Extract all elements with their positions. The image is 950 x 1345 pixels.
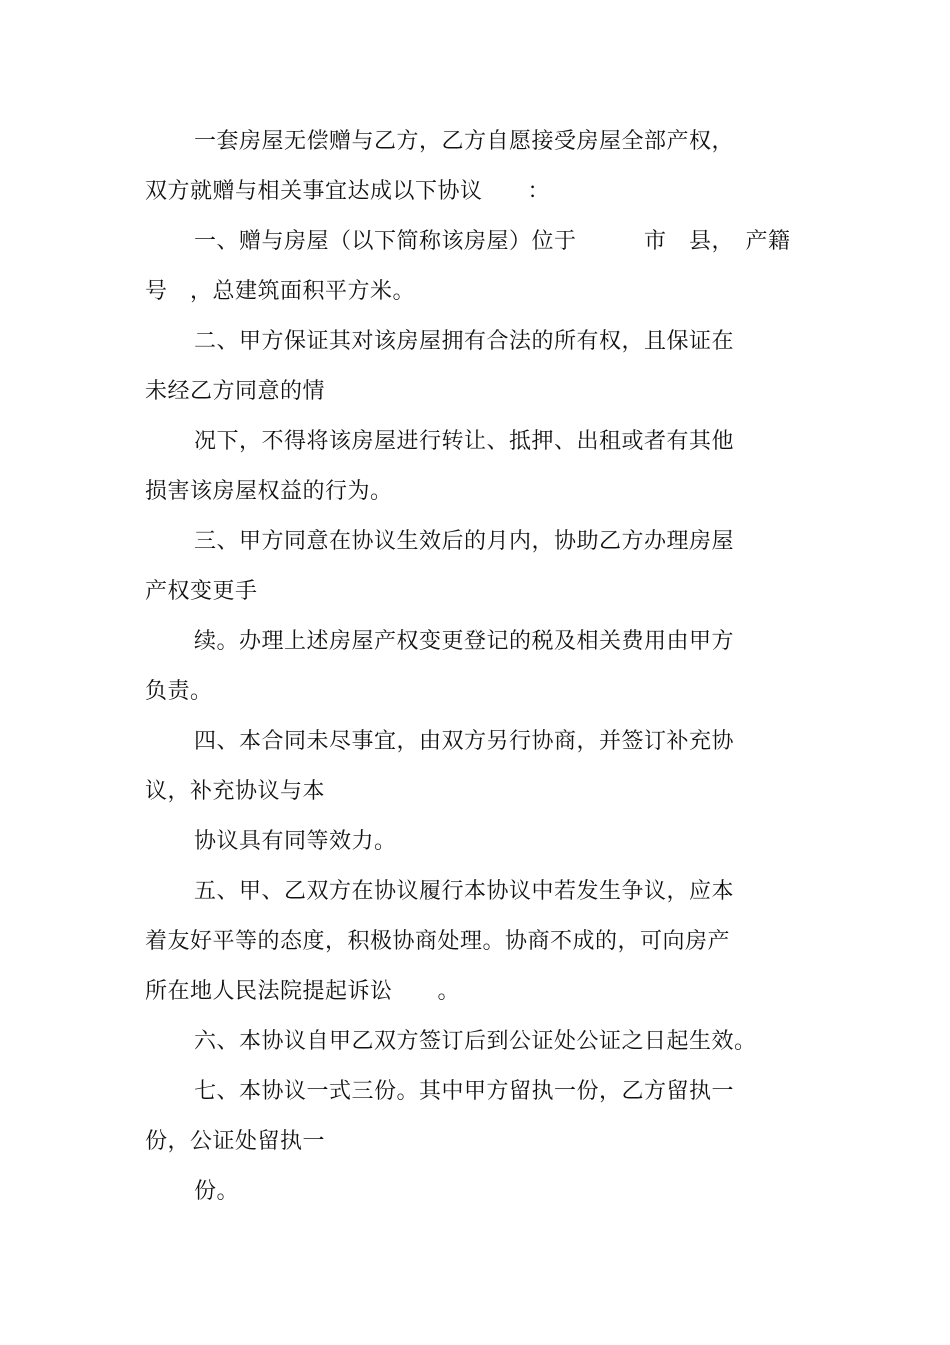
paragraph-line: 六、本协议自甲乙双方签订后到公证处公证之日起生效。 [194, 1029, 757, 1054]
paragraph-line: 一、赠与房屋（以下简称该房屋）位于 市 县， 产籍 [194, 229, 791, 254]
paragraph-line: 所在地人民法院提起诉讼 。 [145, 979, 461, 1004]
paragraph-line: 四、本合同未尽事宜，由双方另行协商，并签订补充协 [194, 729, 735, 754]
paragraph-line: 一套房屋无偿赠与乙方，乙方自愿接受房屋全部产权， [194, 129, 735, 154]
paragraph-line: 产权变更手 [145, 579, 258, 604]
paragraph-line: 双方就赠与相关事宜达成以下协议 ： [145, 179, 551, 204]
paragraph-line: 五、甲、乙双方在协议履行本协议中若发生争议，应本 [194, 879, 735, 904]
paragraph-line: 着友好平等的态度，积极协商处理。协商不成的，可向房产 [145, 929, 731, 954]
paragraph-line: 协议具有同等效力。 [194, 829, 397, 854]
paragraph-line: 况下，不得将该房屋进行转让、抵押、出租或者有其他 [194, 429, 735, 454]
paragraph-line: 份。 [194, 1179, 240, 1204]
paragraph-line: 负责。 [145, 679, 213, 704]
paragraph-line: 号 ，总建筑面积平方米。 [145, 279, 416, 304]
paragraph-line: 损害该房屋权益的行为。 [145, 479, 393, 504]
paragraph-line: 份，公证处留执一 [145, 1129, 326, 1154]
paragraph-line: 续。办理上述房屋产权变更登记的税及相关费用由甲方 [194, 629, 735, 654]
paragraph-line: 七、本协议一式三份。其中甲方留执一份，乙方留执一 [194, 1079, 735, 1104]
paragraph-line: 未经乙方同意的情 [145, 379, 326, 404]
paragraph-line: 二、甲方保证其对该房屋拥有合法的所有权，且保证在 [194, 329, 735, 354]
paragraph-line: 议，补充协议与本 [145, 779, 326, 804]
paragraph-line: 三、甲方同意在协议生效后的月内，协助乙方办理房屋 [194, 529, 735, 554]
